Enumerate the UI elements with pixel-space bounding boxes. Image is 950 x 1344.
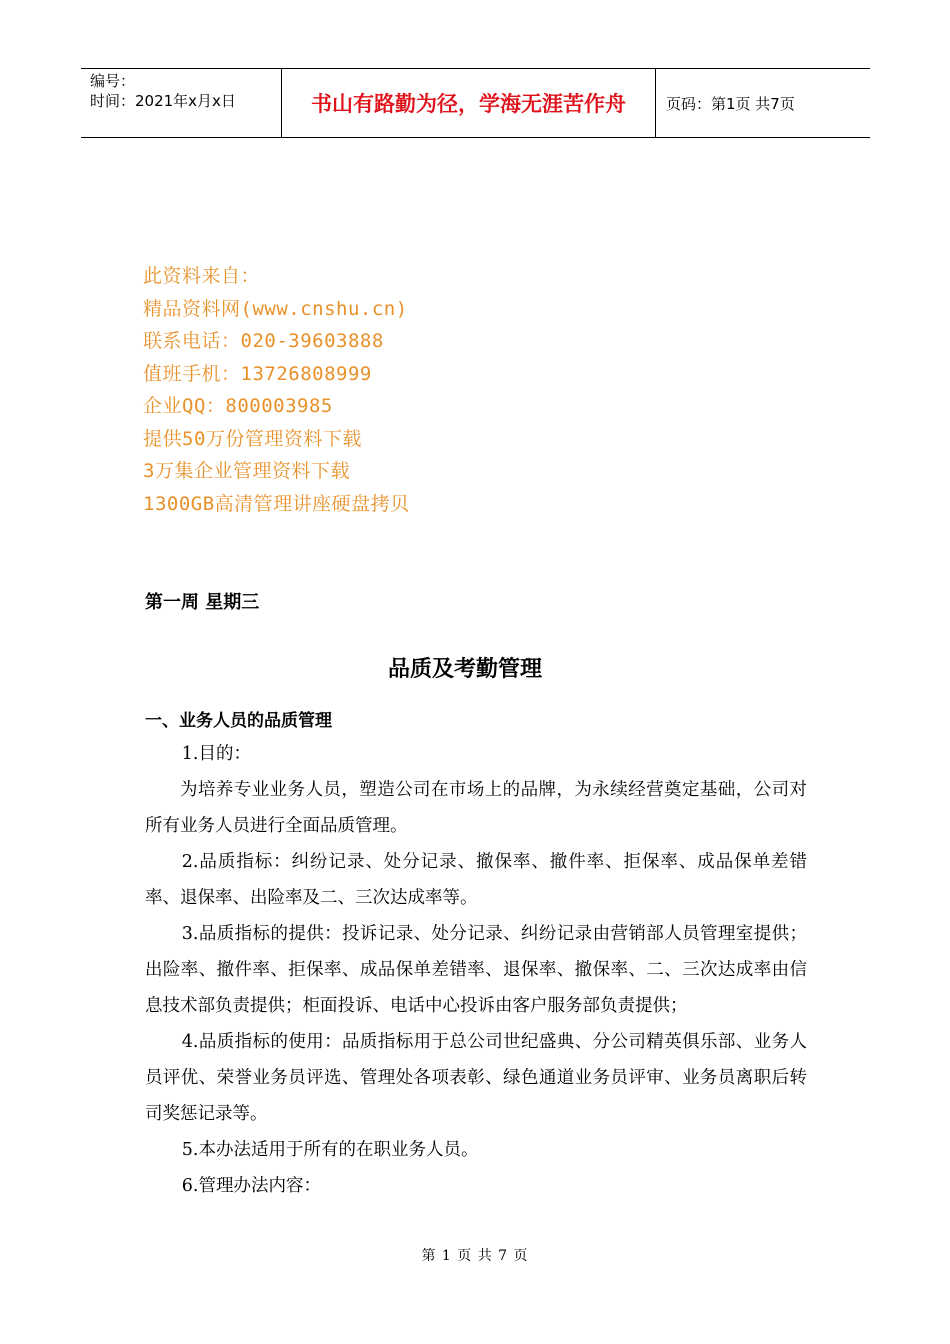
paragraph: 4.品质指标的使用：品质指标用于总公司世纪盛典、分公司精英俱乐部、业务人员评优、荣誉业务员评选、管理处各项表彰、绿色通道业务员评审、业务员离职后转司奖惩记录等。 [145,1032,807,1124]
promo-line: 提供50万份管理资料下载 [143,427,362,450]
date-label: 时间：2021年x月x日 [90,92,236,110]
header-motto: 书山有路勤为径，学海无涯苦作舟 [281,69,656,137]
promo-block [143,260,410,520]
header-page-info: 页码：第1页 共7页 [666,94,795,113]
promo-line: 3万集企业管理资料下载 [143,460,350,482]
promo-line: 精品资料网(www.cnshu.cn) [143,297,408,320]
document-body [145,736,807,1204]
promo-line: 1300GB高清管理讲座硬盘拷贝 [143,492,410,515]
page-footer: 第 1 页 共 7 页 [421,1248,529,1264]
section-heading: 一、业务人员的品质管理 [145,711,332,731]
document-title: 品质及考勤管理 [387,657,542,682]
paragraph: 为培养专业业务人员，塑造公司在市场上的品牌，为永续经营奠定基础，公司对所有业务人员进行全面品质管理。 [145,780,807,836]
paragraph: 5.本办法适用于所有的在职业务人员。 [181,1140,479,1160]
promo-line: 此资料来自： [143,265,261,287]
paragraph: 1.目的： [181,744,251,764]
page-header [81,68,870,138]
promo-line: 值班手机：13726808999 [143,362,372,385]
number-label: 编号： [90,72,136,90]
header-left-cell [81,69,281,137]
week-heading: 第一周 星期三 [145,592,260,613]
promo-line: 联系电话：020-39603888 [143,330,384,352]
paragraph: 2.品质指标：纠纷记录、处分记录、撤保率、撤件率、拒保率、成品保单差错率、退保率、出险率及二、三次达成率等。 [145,852,807,908]
paragraph: 3.品质指标的提供：投诉记录、处分记录、纠纷记录由营销部人员管理室提供；出险率、撤件率、拒保率、成品保单差错率、退保率、撤保率、二、三次达成率由信息技术部负责提供；柜面投诉、电话中心投诉由客户服务部负责提供； [145,924,807,1016]
paragraph: 6.管理办法内容： [181,1176,321,1196]
promo-line: 企业QQ：800003985 [143,395,333,417]
